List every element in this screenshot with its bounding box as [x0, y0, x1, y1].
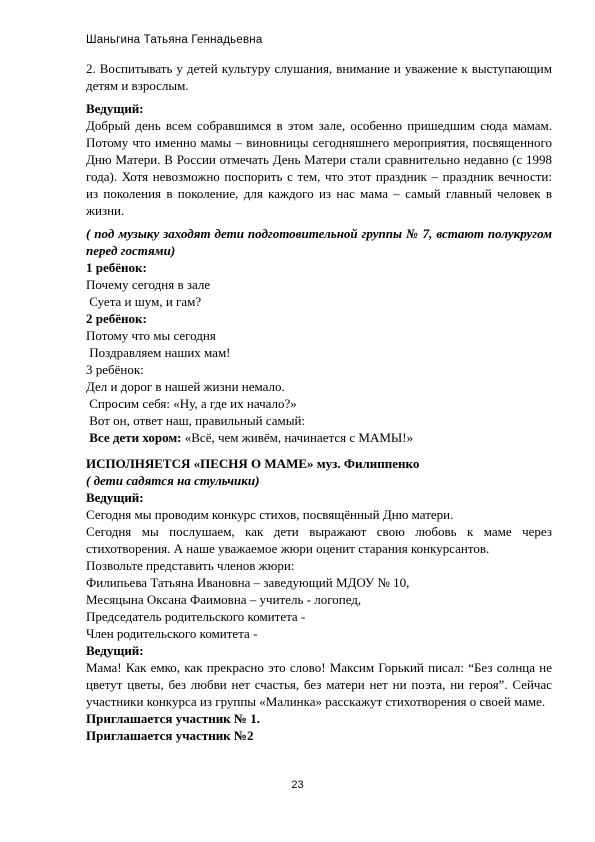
child-2-label: 2 ребёнок:	[86, 311, 147, 326]
child-1-label: 1 ребёнок:	[86, 260, 147, 275]
jury-member: Месяцына Оксана Фаимовна – учитель - логопед,	[86, 592, 362, 607]
participant-invite: Приглашается участник №2	[86, 728, 254, 743]
host-speech: Добрый день всем собравшимся в этом зале, особенно пришедшим сюда мамам. Потому что именно мамы – виновницы сегодняшнего мероприятия, посвященного Дню Матери. В России отмечать День Матери стали сравнительно недавно (с 1998 года). Хотя невозможно поспорить с тем, что этот праздник – праздник вечности: из поколения в поколение, для каждого из нас мама – самый главный человек в жизни.	[86, 118, 552, 218]
host-speech: Сегодня мы проводим конкурс стихов, посвящённый Дню матери.	[86, 507, 454, 522]
host-label: Ведущий:	[86, 643, 144, 658]
child-3-line: Спросим себя: «Ну, а где их начало?»	[86, 396, 297, 411]
jury-member: Член родительского комитета -	[86, 626, 258, 641]
participant-invite: Приглашается участник № 1.	[86, 711, 260, 726]
chorus-line	[86, 429, 552, 446]
stage-direction: ( дети садятся на стульчики)	[86, 473, 260, 488]
child-3-line: Вот он, ответ наш, правильный самый:	[86, 413, 306, 428]
host-speech: Мама! Как емко, как прекрасно это слово! Максим Горький писал: “Без солнца не цветут цветы, без любви нет счастья, без матери нет ни поэта, ни героя”. Сейчас участники конкурса из группы «Малинка» расскажут стихотворения о своей маме.	[86, 660, 552, 709]
document-body	[86, 60, 552, 744]
child-3-label: 3 ребёнок:	[86, 362, 144, 377]
child-2-line: Потому что мы сегодня	[86, 328, 216, 343]
page-header-author: Шаньгина Татьяна Геннадьевна	[86, 34, 263, 46]
host-speech: Позвольте представить членов жюри:	[86, 558, 295, 573]
host-speech: Сегодня мы послушаем, как дети выражают свою любовь к маме через стихотворения. А наше уважаемое жюри оценит старания конкурсантов.	[86, 524, 552, 556]
chorus-text: «Всё, чем живём, начинается с МАМЫ!»	[181, 430, 414, 445]
goal-item-2: 2. Воспитывать у детей культуру слушания, внимание и уважение к выступающим детям и взрослым.	[86, 61, 552, 93]
song-announcement: ИСПОЛНЯЕТСЯ «ПЕСНЯ О МАМЕ» муз. Филиппенко	[86, 456, 420, 471]
chorus-label: Все дети хором:	[86, 430, 182, 445]
host-label: Ведущий:	[86, 101, 144, 116]
jury-member: Председатель родительского комитета -	[86, 609, 306, 624]
child-1-line: Почему сегодня в зале	[86, 277, 211, 292]
stage-direction: ( под музыку заходят дети подготовительной группы № 7, встают полукругом перед гостями)	[86, 226, 552, 258]
jury-member: Филипьева Татьяна Ивановна – заведующий МДОУ № 10,	[86, 575, 410, 590]
page-number: 23	[291, 779, 304, 791]
child-2-line: Поздравляем наших мам!	[86, 345, 231, 360]
child-3-line: Дел и дорог в нашей жизни немало.	[86, 379, 285, 394]
host-label: Ведущий:	[86, 490, 144, 505]
child-1-line: Суета и шум, и гам?	[86, 294, 202, 309]
